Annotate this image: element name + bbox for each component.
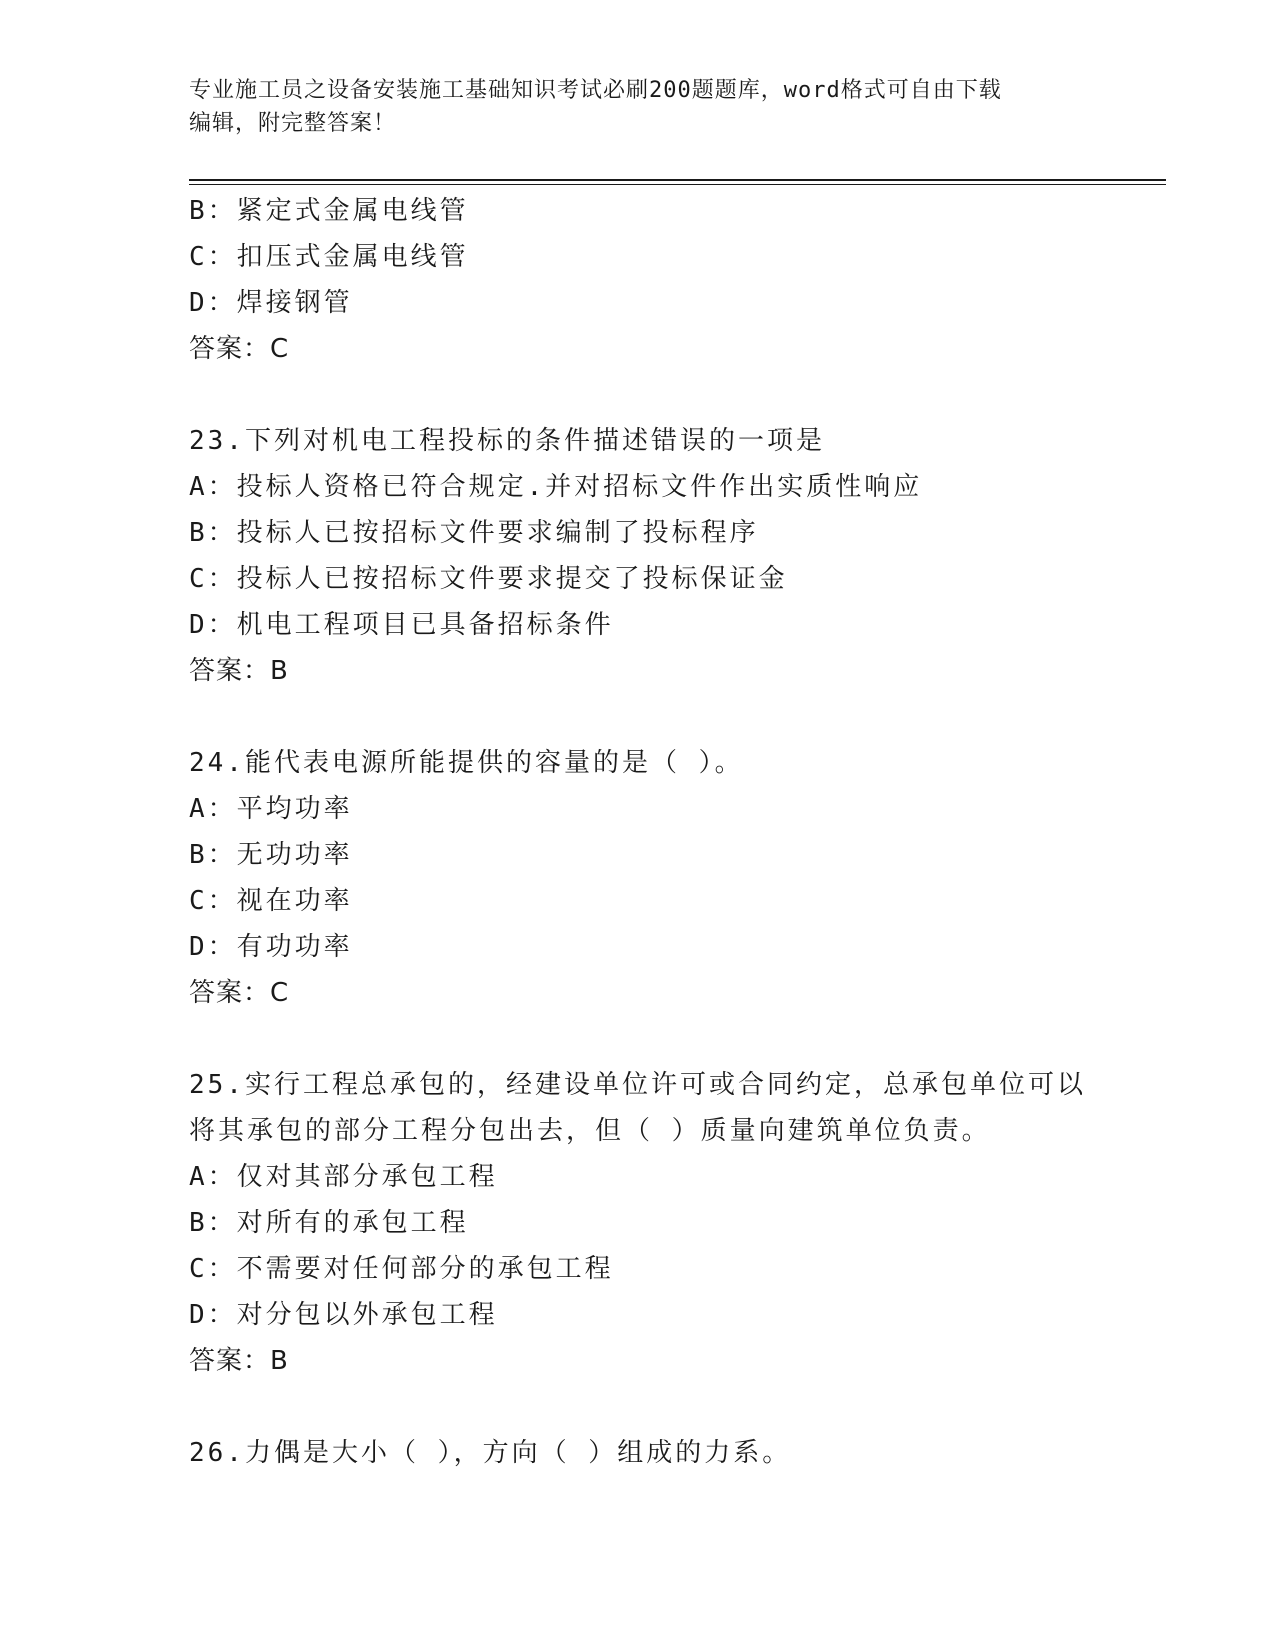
question-stem-line-1: 25.实行工程总承包的，经建设单位许可或合同约定，总承包单位可以 [189,1070,1086,1100]
option-c: C：视在功率 [189,886,353,916]
answer-line: 答案：B [189,1346,289,1376]
question-23 [189,418,1169,694]
question-stem: 24.能代表电源所能提供的容量的是（ ）。 [189,748,744,778]
option-a: A：仅对其部分承包工程 [189,1162,498,1192]
header-title-line-1: 专业施工员之设备安装施工基础知识考试必刷200题题库，word格式可自由下载 [189,78,1002,103]
spacer [189,372,1169,418]
header-divider-thick [189,179,1166,181]
option-d: D：对分包以外承包工程 [189,1300,498,1330]
option-b: B：无功功率 [189,840,353,870]
option-d: D：机电工程项目已具备招标条件 [189,610,614,640]
question-24 [189,740,1169,1016]
question-22-continued [189,188,1169,372]
spacer [189,1384,1169,1430]
document-header [189,74,1089,140]
option-c: C：投标人已按招标文件要求提交了投标保证金 [189,564,788,594]
header-divider-thin [189,184,1166,185]
question-26 [189,1430,1169,1476]
option-b: B：紧定式金属电线管 [189,196,469,226]
option-b: B：投标人已按招标文件要求编制了投标程序 [189,518,759,548]
answer-line: 答案：C [189,978,290,1008]
option-a: A：平均功率 [189,794,353,824]
spacer [189,1016,1169,1062]
question-list [189,188,1169,1476]
question-stem: 26.力偶是大小（ ），方向（ ）组成的力系。 [189,1438,792,1468]
option-b: B：对所有的承包工程 [189,1208,469,1238]
option-c: C：不需要对任何部分的承包工程 [189,1254,614,1284]
spacer [189,694,1169,740]
answer-line: 答案：B [189,656,289,686]
option-a: A：投标人资格已符合规定.并对招标文件作出实质性响应 [189,472,923,502]
option-c: C：扣压式金属电线管 [189,242,469,272]
question-stem: 23.下列对机电工程投标的条件描述错误的一项是 [189,426,825,456]
answer-line: 答案：C [189,334,290,364]
option-d: D：有功功率 [189,932,353,962]
question-stem-line-2: 将其承包的部分工程分包出去，但（ ）质量向建筑单位负责。 [189,1116,991,1146]
question-25 [189,1062,1169,1384]
header-title-line-2: 编辑，附完整答案！ [189,111,397,136]
option-d: D：焊接钢管 [189,288,353,318]
